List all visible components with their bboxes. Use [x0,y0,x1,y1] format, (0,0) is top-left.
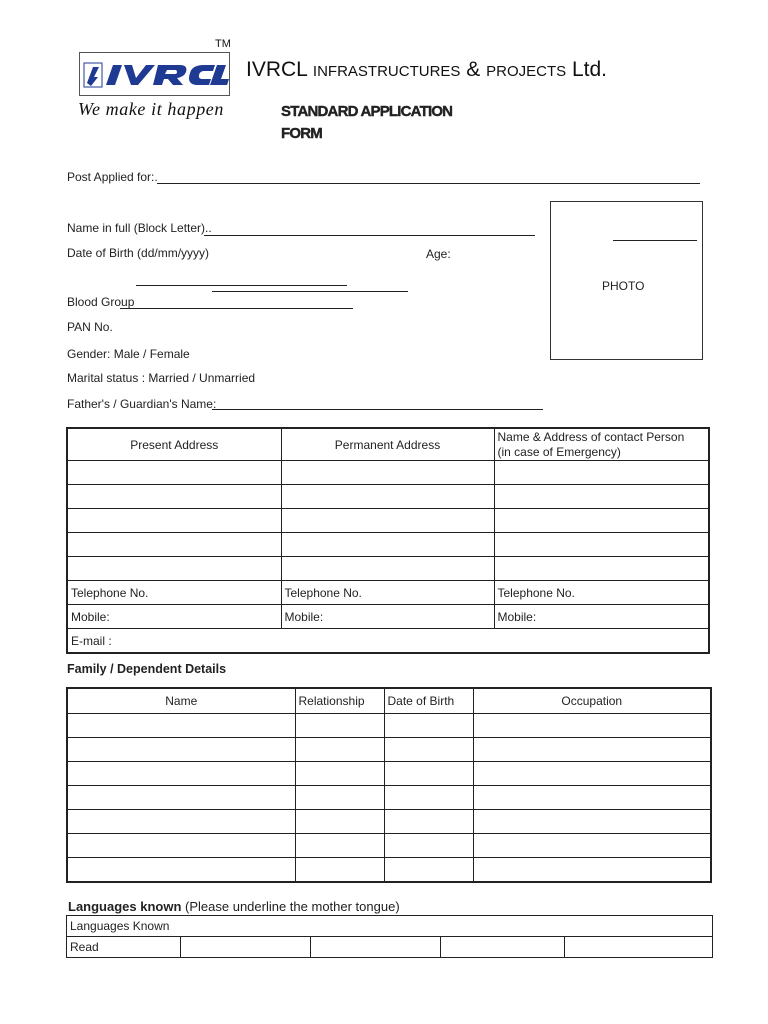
mobile-row [67,605,709,629]
family-occupation-header: Occupation [473,688,711,714]
read-row [67,937,713,958]
trademark-symbol: TM [215,38,231,50]
gender-label: Gender: Male / Female [67,347,190,361]
family-relationship-cell[interactable] [295,858,384,883]
permanent-address-cell[interactable] [281,509,494,533]
family-name-cell[interactable] [67,834,295,858]
age-label: Age: [426,247,451,261]
company-logo [79,52,230,96]
read-language-cell[interactable] [181,937,311,958]
table-row [67,485,709,509]
blood-group-label: Blood Group [67,295,135,309]
family-relationship-cell[interactable] [295,810,384,834]
table-row [67,738,711,762]
family-dob-cell[interactable] [384,858,473,883]
mobile-permanent[interactable]: Mobile: [281,605,494,629]
read-language-cell[interactable] [565,937,713,958]
family-table-header [67,688,711,714]
family-occupation-cell[interactable] [473,714,711,738]
family-occupation-cell[interactable] [473,834,711,858]
email-cell[interactable]: E-mail : [67,629,709,654]
family-dob-cell[interactable] [384,810,473,834]
table-row [67,786,711,810]
languages-table [66,915,713,958]
present-address-cell[interactable] [67,557,281,581]
present-address-cell[interactable] [67,485,281,509]
family-name-cell[interactable] [67,786,295,810]
form-title-line2: FORM [281,125,322,142]
company-name-part4: PROJECTS [486,63,567,80]
languages-title-bold: Languages known [68,899,182,914]
contact-address-cell[interactable] [494,557,709,581]
permanent-address-header: Permanent Address [281,428,494,461]
contact-person-header-line2: (in case of Emergency) [497,444,621,459]
father-name-field[interactable] [212,409,543,410]
languages-title-rest: (Please underline the mother tongue) [181,899,400,914]
blood-group-field[interactable] [120,308,353,309]
read-label: Read [67,937,181,958]
contact-address-cell[interactable] [494,461,709,485]
logo-graphic [80,53,229,95]
name-full-field[interactable] [204,235,535,236]
family-name-cell[interactable] [67,714,295,738]
family-relationship-cell[interactable] [295,714,384,738]
read-language-cell[interactable] [441,937,565,958]
family-dob-cell[interactable] [384,786,473,810]
read-language-cell[interactable] [311,937,441,958]
languages-header-row [67,916,713,937]
company-name-part1: IVRCL [246,58,313,81]
form-title-line1: STANDARD APPLICATION [281,103,453,120]
permanent-address-cell[interactable] [281,557,494,581]
family-occupation-cell[interactable] [473,810,711,834]
permanent-address-cell[interactable] [281,485,494,509]
email-row [67,629,709,654]
contact-address-cell[interactable] [494,509,709,533]
company-name [246,58,607,82]
family-occupation-cell[interactable] [473,762,711,786]
table-row [67,461,709,485]
family-dob-cell[interactable] [384,738,473,762]
family-dob-cell[interactable] [384,762,473,786]
family-occupation-cell[interactable] [473,786,711,810]
table-row [67,762,711,786]
dob-field[interactable] [136,285,347,286]
table-row [67,858,711,883]
telephone-row [67,581,709,605]
family-dob-header: Date of Birth [384,688,473,714]
permanent-address-cell[interactable] [281,461,494,485]
mobile-present[interactable]: Mobile: [67,605,281,629]
family-section-title: Family / Dependent Details [67,662,227,676]
table-row [67,533,709,557]
table-row [67,810,711,834]
post-applied-label: Post Applied for:. [67,170,158,184]
marital-label: Marital status : Married / Unmarried [67,371,256,385]
table-row [67,509,709,533]
form-title [281,101,452,145]
dob-field-2[interactable] [212,291,408,292]
family-name-cell[interactable] [67,810,295,834]
dob-label: Date of Birth (dd/mm/yyyy) [67,246,210,260]
address-table [66,427,710,654]
family-occupation-cell[interactable] [473,858,711,883]
table-row [67,714,711,738]
father-name-label: Father's / Guardian's Name: [67,397,217,411]
present-address-header: Present Address [67,428,281,461]
mobile-contact[interactable]: Mobile: [494,605,709,629]
photo-label: PHOTO [602,279,645,293]
table-row [67,834,711,858]
telephone-present[interactable]: Telephone No. [67,581,281,605]
family-name-cell[interactable] [67,762,295,786]
present-address-cell[interactable] [67,533,281,557]
contact-address-cell[interactable] [494,533,709,557]
contact-person-header-line1: Name & Address of contact Person [497,429,685,444]
company-name-part2: INFRASTRUCTURES [312,63,461,80]
family-name-cell[interactable] [67,858,295,883]
telephone-permanent[interactable]: Telephone No. [281,581,494,605]
family-relationship-cell[interactable] [295,738,384,762]
table-row [67,557,709,581]
family-relationship-header: Relationship [295,688,384,714]
pan-label: PAN No. [67,320,113,334]
family-name-cell[interactable] [67,738,295,762]
family-name-header: Name [67,688,295,714]
family-relationship-cell[interactable] [295,834,384,858]
address-table-header [67,428,709,461]
family-relationship-cell[interactable] [295,762,384,786]
contact-address-cell[interactable] [494,485,709,509]
family-table [66,687,712,883]
family-occupation-cell[interactable] [473,738,711,762]
contact-person-header [494,428,709,461]
family-relationship-cell[interactable] [295,786,384,810]
family-dob-cell[interactable] [384,834,473,858]
telephone-contact[interactable]: Telephone No. [494,581,709,605]
post-applied-field[interactable] [157,183,700,184]
languages-section-title [68,899,400,914]
name-full-label: Name in full (Block Letter).. [67,221,212,235]
permanent-address-cell[interactable] [281,533,494,557]
present-address-cell[interactable] [67,509,281,533]
family-dob-cell[interactable] [384,714,473,738]
languages-known-header: Languages Known [67,916,713,937]
present-address-cell[interactable] [67,461,281,485]
company-name-part5: Ltd. [566,58,608,81]
tagline: We make it happen [78,99,224,119]
company-name-part3: & [460,58,487,81]
